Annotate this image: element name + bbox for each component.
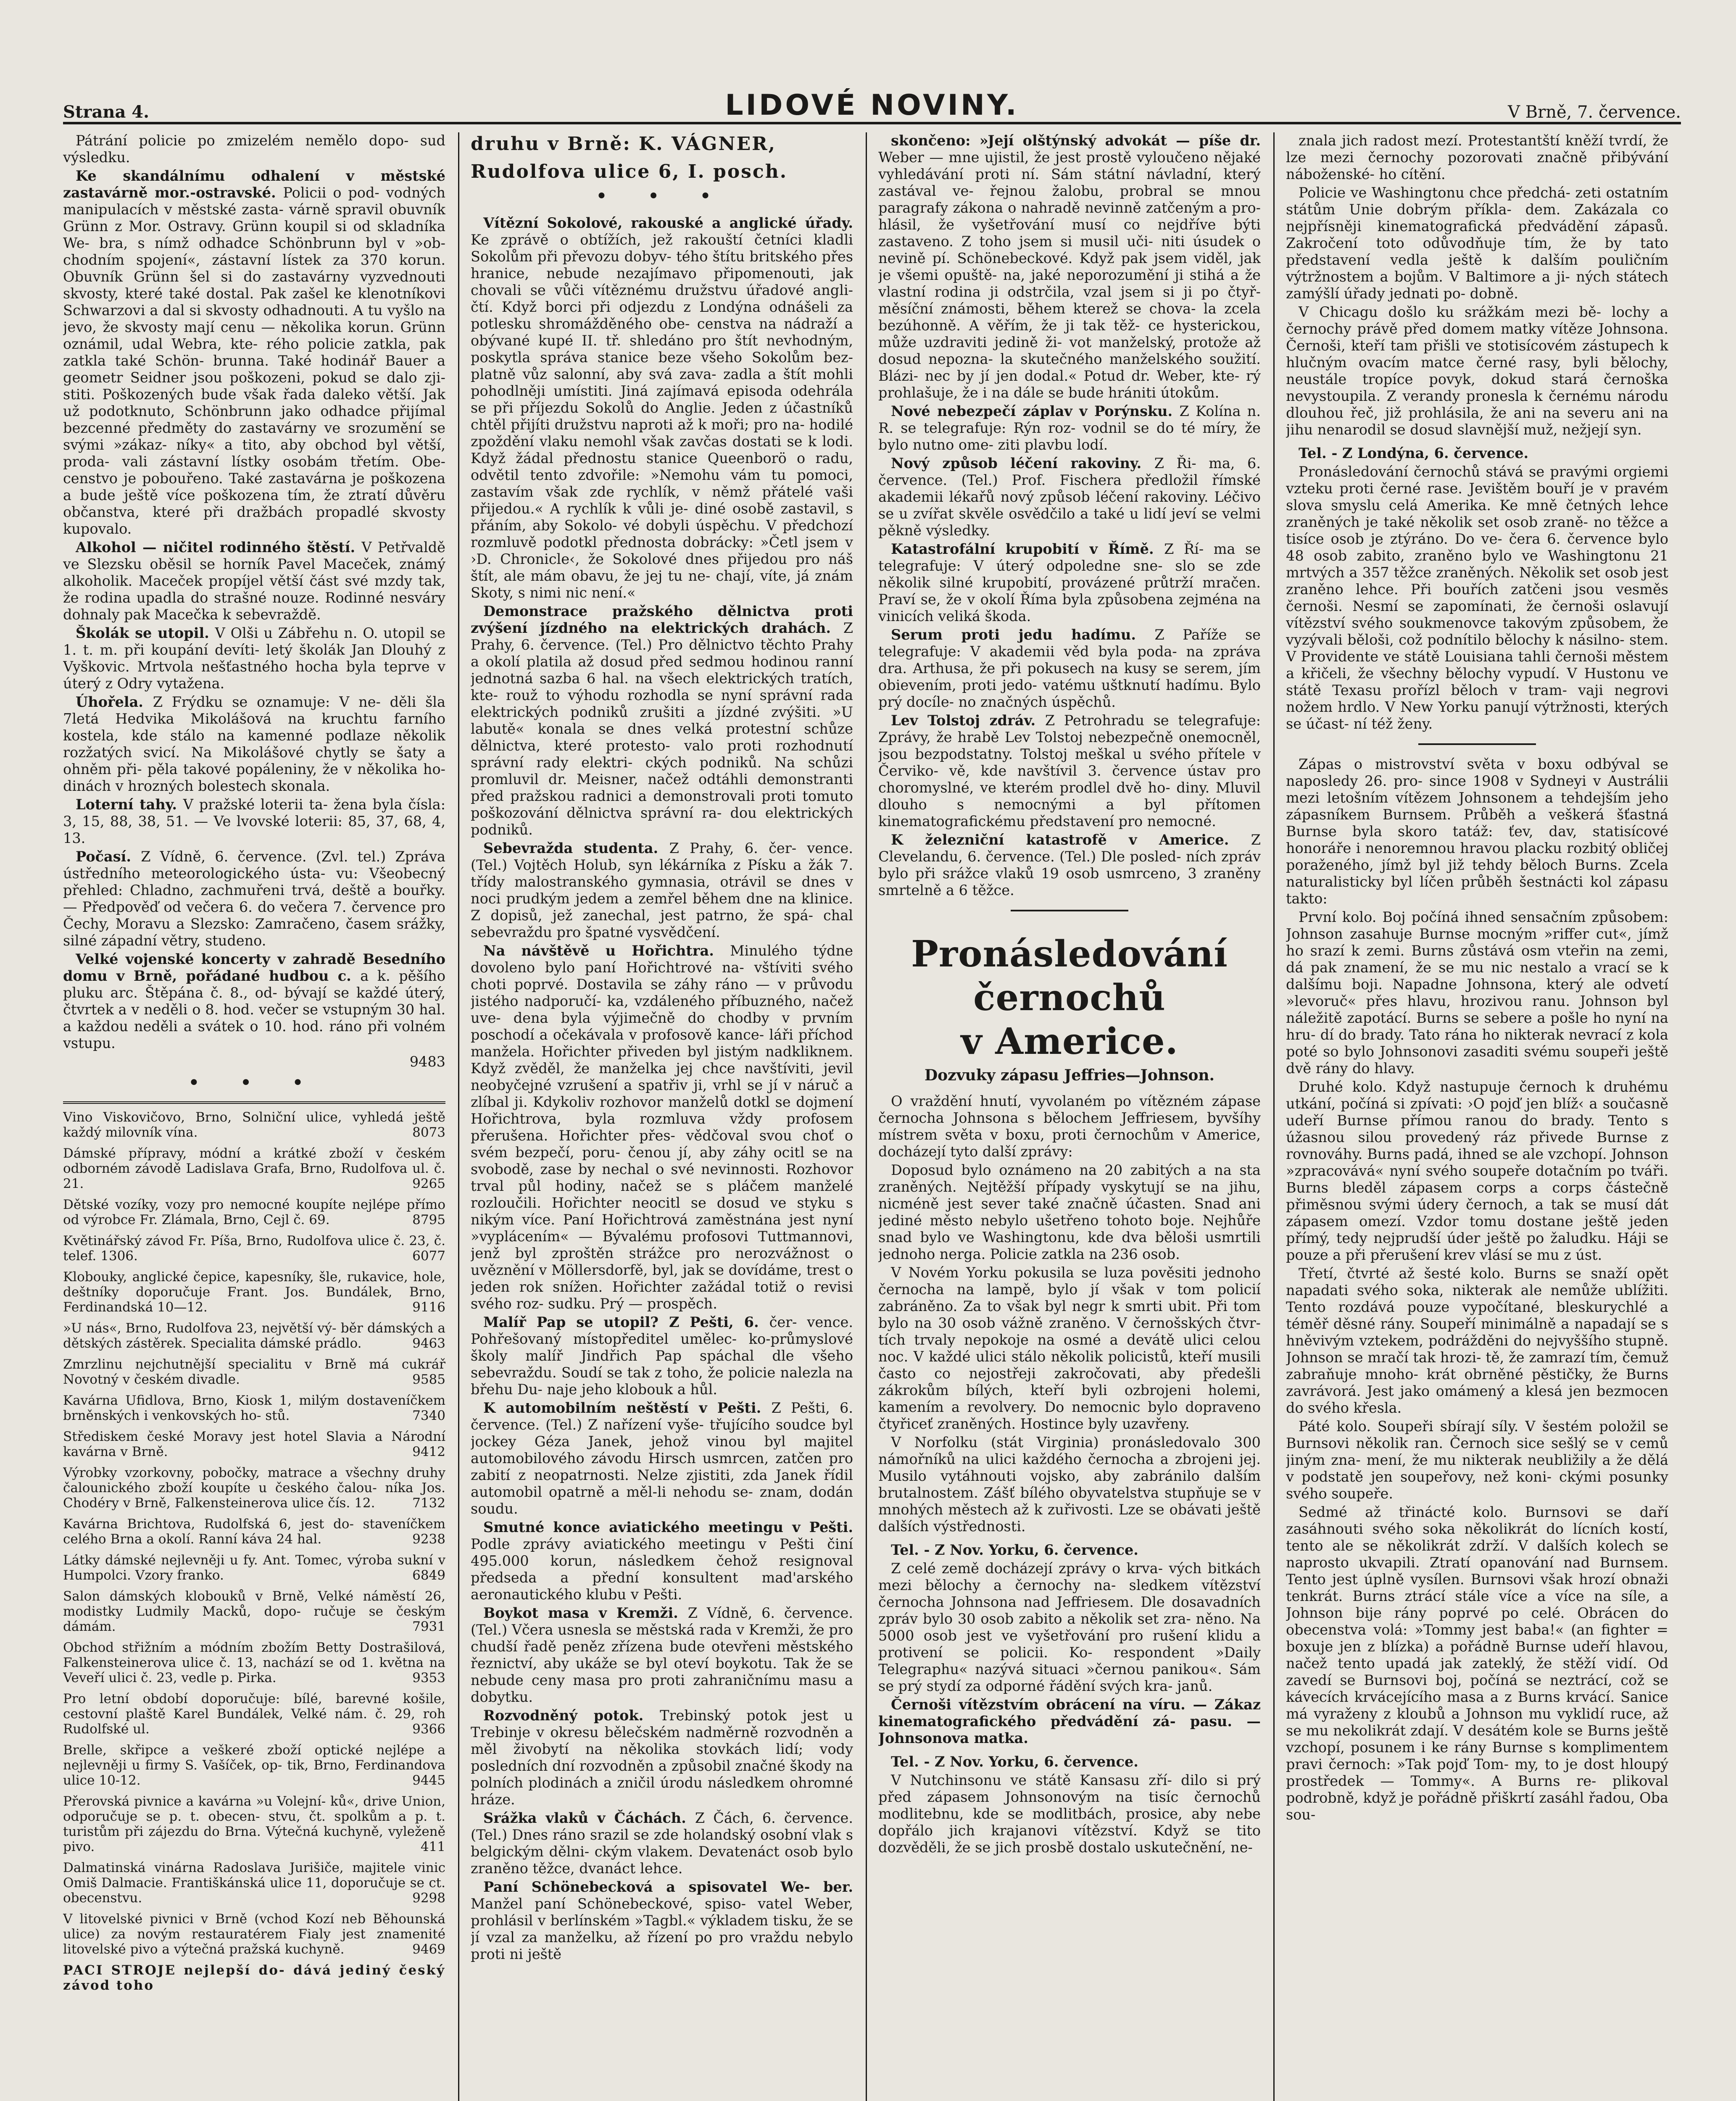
article-body [1286, 132, 1668, 438]
news-item: Rozvodněný potok. Trebinský potok jest u Trebinje v okresu bělečském nadměrně rozvodněn a měl živobytí na několika stovkách lidí; vody posledních dní rozvodněn a způsobil značné škody na polních plodinách a zničil úrodu následkem ohromné hráze. [471, 1707, 853, 1808]
article-paragraph: Pronásledování černochů stává se pravými orgiemi vzteku proti černé rase. Jevištěm bouří je v pravém slova smyslu celá Amerika. Ke mně četných lehce zraněných je také několik set osob zraně- no těžce a tisíce osob je ztýráno. Do ve- čera 6. července bylo 48 osob zabito, zraněno bylo ve Washingtonu 21 mrtvých a 357 těžce zraněných. Několik set osob jest zraněno lehce. Při bouřích zatčeni jsou vesměs černoši. Nesmí se zapomínati, že černoši oslavují vítězství svého soukmenovce takovým způsobem, že vyzývali běloši, což podnítilo bělochy k násilno- stem. V Providente ve státě Louisiana tahli černoši městem a křičeli, že všechny bělochy vypudí. V Hustonu ve státě Texasu prořízl běloch v tram- vaji negrovi nožem hrdlo. V New Yorku panují výtržnosti, kterých se účast- ní též ženy. [1286, 463, 1668, 732]
ad-code: 6077 [412, 1248, 445, 1264]
dateline: Tel. - Z Nov. Yorku, 6. července. [891, 1542, 1138, 1558]
ad-address-line: druhu v Brně: K. VÁGNER, [471, 133, 776, 155]
ad-code: 9353 [412, 1670, 445, 1685]
article-headline [878, 932, 1261, 1064]
separator-rule [1418, 743, 1536, 745]
column-rule [866, 132, 867, 2101]
news-item-title: Vítězní Sokolové, rakouské a anglické úřady. [483, 215, 853, 231]
ad-text: Květinářský závod Fr. Píša, Brno, Rudolfova ulice č. 23, č. telef. 1306. [63, 1233, 445, 1264]
ad-text: Brelle, skřipce a veškeré zboží optické nejlépe a nejlevněji u firmy S. Vašíček, op- tik, Brno, Ferdinandova ulice 10-12. [63, 1743, 445, 1788]
news-item: Katastrofální krupobití v Římě. Z Ří- ma se telegrafuje: V úterý odpoledne sne- slo se zde několik silné krupobití, provázené průtrží mračen. Praví se, že v okolí Říma byla způsobena zejména na vinicích veliká škoda. [878, 541, 1261, 624]
ad-code: 9238 [412, 1532, 445, 1547]
ad-code: 8795 [412, 1212, 445, 1227]
news-item: Úhořela. Z Frýdku se oznamuje: V ne- děli šla 7letá Hedvika Mikolášová na kruchtu farního kostela, kde stálo na kamenné podlaze několik rozžatých svicí. Na Mikolášové chytly se šaty a ohněm při- pěla takové popáleniny, že v několika ho- dinách v hrozných bolestech skonala. [63, 694, 445, 794]
news-item-title: Srážka vlaků v Čáchách. [483, 1810, 695, 1826]
news-item: Demonstrace pražského dělnictva proti zvýšení jízdného na elektrických drahách. Z Prahy, 6. července. (Tel.) Pro dělnictvo těchto Prahy a okolí platila až dosud před sedmou hodinou ranní jednotná sazba 6 hal. na všech elektrických tratích, kte- rouž to výhodu rozhodla se nyní správní rada elektrických podniků zrušiti a jízdné zvýšiti. »U labutě« konala se dnes velká protestní schůze dělnictva, které protesto- valo proti rozhodnutí správní rady elektri- ckých podniků. Na schůzi promluvil dr. Meisner, načež odtáhli demonstranti před pražskou radnici a demonstrovali proti tomuto poškozování dělnictva správní ra- dou elektrických podniků. [471, 603, 853, 838]
news-item-title: Smutné konce aviatického meetingu v Pešti. [483, 1519, 853, 1535]
ad-code: 7132 [412, 1495, 445, 1511]
classified-ad [63, 1233, 445, 1264]
news-item: Serum proti jedu hadímu. Z Paříže se telegrafuje: V akademii věd byla poda- na zpráva dra. Arthusa, že při pokusech na kusy se serem, jím obievením, proti jedo- vatému uštknutí hadímu. Bylo prý docíle- no značných úspěchů. [878, 627, 1261, 710]
classified-ad [63, 1517, 445, 1547]
article-paragraph: V Novém Yorku pokusila se luza pověsiti jednoho černocha na lampě, bylo jí však v tom policií zabráněno. Za to však byl negr k smrti ubit. Při tom bylo na 30 osob vážně zraněno. V černošských čtvr- tích trvaly nepokoje na osmé a devátě ulici celou noc. V každé ulici stálo několik policistů, kteří musili často co nejostřeji zakročovati, aby předešli zákrokům bílých, kteří byli ozbrojeni holemi, kamením a revolvery. Do nemocnic bylo dopraveno čtyřiceť zraněných. Hostince byly uzavřeny. [878, 1264, 1261, 1432]
news-item-title: Počasí. [76, 848, 141, 865]
news-item: Velké vojenské koncerty v zahradě Besedního domu v Brně, pořádané hudbou c. a k. pěšího pluku arc. Štěpána č. 8., od- bývají se každé úterý, čtvrtek a v neděli o 8. hod. večer se vstupným 30 hal. a každou neděli a svátek o 10. hod. ráno při volném vstupu. [63, 951, 445, 1051]
article-body [1286, 463, 1668, 732]
classified-ad [63, 1465, 445, 1511]
ad-code: 9412 [412, 1444, 445, 1459]
ad-code: 9116 [412, 1300, 445, 1315]
ad-text: Kavárna Brichtova, Rudolfská 6, jest do- staveníčkem celého Brna a okolí. Ranní káva 24 hal. [63, 1517, 445, 1547]
ad-text: Pro letní období doporučuje: bílé, barevné košile, cestovní plaště Karel Bundálek, Velké nám. č. 29, roh Rudolfské ul. [63, 1691, 445, 1737]
news-item: K automobilním neštěstí v Pešti. Z Pešti, 6. července. (Tel.) Z nařízení vyše- třujícího soudce byl jockey Géza Janek, jehož vinou byl majitel automobilového závodu Hirsch usmrcen, zatčen pro zabití z neopatrnosti. Nelze zjistiti, zda Janek řídil automobil opatrně a měl-li nehodu se- znam, dodán soudu. [471, 1400, 853, 1517]
news-item: Boykot masa v Kremži. Z Vídně, 6. července. (Tel.) Včera usnesla se městská rada v Kremži, že pro chudší řadě peněz zřízena bude otevřeni městského řeznictví, aby ukáže se byl oteví boykotu. Tak že se nebude ceny masa pro proti zahraničnímu masu a dobytku. [471, 1605, 853, 1705]
article-paragraph: Druhé kolo. Když nastupuje černoch k druhému utkání, počíná si zpívati: ›O pojď jen blíž‹ a současně udeří Burnse přímou ranou do brady. Tento s úžasnou silou provedený ráz přivede Burnse z rovnováhy. Burns padá, ihned se ale vzchopí. Johnson »zpracovává« nyní svého soupeře dotačním po tváři. Burns bleděl zápasem corps a corps částečně přiměsnou svými údery černoch, a tak se musí dát zápasem omezí. Vzdor tomu dostane ještě jeden přímý, tedy nejprudší úder ještě po žaludku. Háji se pouze a při přerušení krev vlásí se mu z úst. [1286, 1079, 1668, 1263]
item-code: 9483 [409, 1053, 445, 1070]
news-item-title: Lev Tolstoj zdráv. [891, 712, 1045, 729]
ad-code: 9463 [412, 1336, 445, 1351]
article-paragraph: V Norfolku (stát Virginia) pronásledovalo 300 námořníků na ulici každého černocha a zbrojeni jej. Musilo vytáhnouti vojsko, aby zabránilo dalším brutalnostem. Zášť bílého obyvatelstva stupňuje se v mnohých městech až k zuřivosti. Lze se obávati ještě dalších výstřednosti. [878, 1434, 1261, 1535]
news-items [878, 132, 1261, 899]
ad-code: 9445 [412, 1773, 445, 1788]
article-paragraph: První kolo. Boj počíná ihned sensačním způsobem: Johnson zasahuje Burnse mocným »riffer cut«, jímž ho srazí k zemi. Burns zůstává osm vteřin na zemi, dá pak znamení, že se mu nic nestalo a vrací se k dalšímu boji. Napadne Johnsona, který ale odvetí »levoruč« přes hlavu, hrozivou ranu. Johnson byl náležitě zapotácí. Burns se sebere a pošle ho nyní na hru- dí do brady. Tato rána ho nikterak nevrací z kola poté so bylo Johnsonovi zasaditi svému soupeři ještě dvě rány do hlavy. [1286, 909, 1668, 1077]
column-1 [63, 132, 445, 2101]
news-item: Ke skandálnímu odhalení v městské zastavárně mor.-ostravské. Policii o pod- vodných manipulacích v městské zasta- várně spravil obuvník Grünn z Mor. Ostravy. Grünn koupil si od skladníka We- bra, s nímž odhadce Schönbrunn byl v »ob- chodním spojení«, zástavní lístek za 370 korun. Obuvník Grünn šel si do zastavárny vyzvednouti skvosty, které také dostal. Pak zašel ke klenotníkovi Schwarzovi a dal si skvosty odhadnouti. A tu vyšlo na jevo, že skvosty mají cenu — několika korun. Grünn oznámil, udal Webra, kte- rého policie zatkla, pak zatkla také Schön- brunna. Také hodinář Bauer a geometr Seidner jsou poškozeni, pokud se dalo zji- stiti. Poškozených bude však řada daleko větší. Jak už podotknuto, Schönbrunn jako odhadce přijímal bezcenné předměty do zastavárny ve srozumění se svými »zákaz- níky« a tito, aby obchod byl větší, proda- vali zástavní lístky osobám třetím. Obe- censtvo je pobouřeno. Také zastavárna je poškozena a bude ještě více poškozena tím, že ztratí důvěru občanstva, které při dražbách propadlé skvosty kupovalo. [63, 168, 445, 537]
article-body [878, 1560, 1261, 1695]
ad-text: Střediskem české Moravy jest hotel Slavia a Národní kavárna v Brně. [63, 1429, 445, 1459]
column-4 [1286, 132, 1668, 2101]
classified-ad [63, 1911, 445, 1957]
news-items [471, 215, 853, 1963]
news-item: Školák se utopil. V Olši u Zábřehu n. O. utopil se 1. t. m. při koupání devíti- letý školák Jan Dlouhý z Vyškovic. Mrtvola nešťastného hocha byla teprve v úterý z Odry vytažena. [63, 625, 445, 692]
classified-ad [63, 1110, 445, 1140]
article-paragraph: Třetí, čtvrté až šesté kolo. Burns se snaží opět napadati svého soka, nikterak ale nemůže ublížiti. Tento rozdává pouze vypočítané, bleskurychlé a téměř děsné rány. Soupeří minimálně a napadají se s hněvivým vztekem, podrážděni do nejvyššího stupně. Johnson se mračí tak hrozi- tě, že zamrazí tím, čemuž zabraňuje mnoho- krát obrněné pěstičky, že Burns zavrávorá. Jest jako omámený a klesá jen bezmocen do svého křesla. [1286, 1265, 1668, 1416]
news-item: Malíř Pap se utopil? Z Pešti, 6. čer- vence. Pohřešovaný místopředitel umělec- ko-průmyslové školy malíř Jindřich Pap spáchal dle všeho sebevraždu. Soudí se tak z toho, že policie nalezla na břehu Du- naje jeho klobouk a hůl. [471, 1314, 853, 1398]
news-item-title: Velké vojenské koncerty v zahradě Besedního domu v Brně, pořádané hudbou c. [63, 951, 445, 984]
news-item: Nový způsob léčení rakoviny. Z Ři- ma, 6. července. (Tel.) Prof. Fischera předložil římské akademii lékařů nový způsob léčení rakoviny. Léčivo se u zvířat skvěle osvědčilo a také u lidí jeví se velmi pěkně výsledky. [878, 455, 1261, 539]
headline-line: v Americe. [961, 1020, 1178, 1063]
section-dots: • • • [188, 1071, 321, 1095]
ad-text: Kavárna Ufidlova, Brno, Kiosk 1, milým dostaveníčkem brněnských i venkovských ho- stů. [63, 1393, 445, 1423]
news-item-title: Úhořela. [76, 694, 153, 710]
ad-text: Vino Viskovičovo, Brno, Solniční ulice, vyhledá ještě každý milovník vína. [63, 1110, 445, 1140]
ad-text: Salon dámských klobouků v Brně, Velké náměstí 26, modistky Ludmily Macků, dopo- ručuje se českým dámám. [63, 1589, 445, 1634]
news-item-title: Nový způsob léčení rakoviny. [891, 455, 1154, 471]
article-subhead: Dozvuky zápasu Jeffries—Johnson. [924, 1066, 1215, 1084]
ad-code: 9265 [412, 1176, 445, 1191]
ad-text: Dalmatinská vinárna Radoslava Jurišiče, majitele vinic Omiš Dalmacie. Františkánská ulice 11, doporučuje se ct. obecenstvu. [63, 1860, 445, 1906]
ad-address-line: Rudolfova ulice 6, I. posch. [471, 161, 788, 182]
ad-text: Výrobky vzorkovny, pobočky, matrace a všechny druhy čalounického zboží koupíte u českého čalou- níka Jos. Chodéry v Brně, Falkensteinerova ulice čís. 12. [63, 1465, 445, 1511]
running-header [63, 90, 1681, 124]
classified-ad [63, 1269, 445, 1315]
classified-ad [63, 1429, 445, 1459]
column-rule [458, 132, 459, 2101]
article-paragraph: znala jich radost mezí. Protestantští kněží tvrdí, že lze mezi černochy pozorovati značně přibývání náboženské- ho cítění. [1286, 132, 1668, 182]
section-dots: • • • [595, 184, 728, 208]
article-paragraph: V Chicagu došlo ku srážkám mezi bě- lochy a černochy právě před domem matky vítěze Johnsona. Černoši, kteří tam přišli ve stotisícovém zástupech k hlučným ovacím matce černé rasy, byli bělochy, neustále tropíce povyk, dokud stará černoška nevystoupila. Z verandy pronesla k černému národu dlouhou řeč, již prohlásila, že ani na severu ani na jihu nenarodil se dosud slavnější muž, nežjejí syn. [1286, 304, 1668, 438]
ad-code: 8073 [412, 1125, 445, 1140]
article-intertitle: Černoši vítězstvím obrácení na víru. — Zákaz kinematografického předvádění zá- pasu. — Johnsonova matka. [878, 1696, 1261, 1746]
ad-code: 9366 [412, 1722, 445, 1737]
article-body [878, 1093, 1261, 1535]
news-item-title: Loterní tahy. [76, 796, 183, 813]
ad-text: Obchod střižním a módním zbožím Betty Dostrašilová, Falkensteinerova ulice č. 13, nachází se od 1. května na Veveří ulici č. 23, vedle p. Pirka. [63, 1640, 445, 1685]
news-item-title: Boykot masa v Kremži. [483, 1605, 688, 1621]
news-item: Pátrání policie po zmizelém nemělo dopo- sud výsledku. [63, 132, 445, 166]
news-item-title: Na návštěvě u Hořichtra. [483, 943, 730, 959]
article-paragraph: Páté kolo. Soupeři sbírají síly. V šestém položil se Burnsovi několik ran. Černoch sice sešlý se v cemů jiným zna- mení, že mu nikterak neubližily a že dělá v podstatě jen soupeřovy, než koni- ckými posunky svého soupeře. [1286, 1418, 1668, 1502]
news-item: Smutné konce aviatického meetingu v Pešti. Podle zprávy aviatického meetingu v Pešti činí 495.000 korun, následkem čehož resignoval předseda a přední konsultent mad'arského aeronautického klubu v Pešti. [471, 1519, 853, 1603]
news-item: Lev Tolstoj zdráv. Z Petrohradu se telegrafuje: Zprávy, že hrabě Lev Tolstoj nebezpečně onemocněl, jsou bezpodstatny. Tolstoj meškal u svého přítele v Červiko- vě, kde navštívil 3. července ústav pro choromyslné, ve kterém prodlel dvě ho- diny. Mluvil dlouho s nemocnými a byl přítomen kinematografickému představení pro nemocné. [878, 712, 1261, 829]
article-paragraph: O vraždění hnutí, vyvolaném po vítězném zápase černocha Johnsona s bělochem Jeffriesem, byvšíhy místrem světa v boxu, proti černochům v Americe, docházejí tyto další zprávy: [878, 1093, 1261, 1160]
column-2 [471, 132, 853, 2101]
issue-date: V Brně, 7. července. [1508, 103, 1681, 122]
news-item: Počasí. Z Vídně, 6. července. (Zvl. tel.) Zpráva ústředního meteorologického ústa- vu: Všeobecný přehled: Chladno, zachmuřeni trvá, deště a bouřky. — Předpověď od večera 6. do večera 7. července pro Čechy, Moravu a Slezsko: Zamračeno, časem srážky, silné západní větry, studeno. [63, 848, 445, 949]
news-item-title: Katastrofální krupobití v Římě. [891, 541, 1164, 557]
ad-text: Přerovská pivnice a kavárna »u Volejní- ků«, drive Union, odporučuje se p. t. obecen- stvu, čt. spolkům a p. t. turistům při zájezdu do Brna. Výtečná kuchyně, vyleženě pivo. [63, 1794, 445, 1854]
news-item-title: skončeno: »Její olštýnský advokát — píše dr. [891, 132, 1261, 149]
classified-ad [63, 1794, 445, 1854]
classified-ad [63, 1860, 445, 1906]
news-item: Na návštěvě u Hořichtra. Minulého týdne dovoleno bylo paní Hořichtrové na- vštíviti svého choti poprvé. Dostavila se záhy ráno — v průvodu jistého nadporučí- ka, vzdáleného příbuzného, načež uve- dena byla výjimečně do chodby v prvním poschodí a očekávala v profosově kance- láři příchod manžela. Hořichter přiveden byl jistým nadkliknem. Když zvěděl, že manželka jej chce navštíviti, jevil neobyčejné vzrušení a spatřiv ji, vrhl se jí v náruč a zlíbal ji. Kdykoliv rozhovor manželů dotkl se dojmení Hořichtrova, byla rozmluva vždy profosem přerušena. Hořichter přes- vědčoval svou choť o svém bezpečí, poru- čenou jí, aby záhy ocitl se na svobodě, zase by nechal o své nevinnosti. Rozhovor trval půl hodiny, načež se s pláčem manželé rozloučili. Hořichter neocitl se dosud ve styku s nikým více. Paní Hořichtrová zaměstnána jest nyní »vyplácením« — Bývalému profosovi Tuttmannovi, jenž byl zproštěn strážce pro nerozvážnost o uvěznění v Möllersdorfě, byl, jak se dovídáme, trest o jeden rok snížen. Hořichter zažádal totiž o revisi svého roz- sudku. Prý — prospěch. [471, 943, 853, 1312]
news-item-title: Ke skandálnímu odhalení v městské zastavárně mor.-ostravské. [63, 168, 445, 201]
article-paragraph: Zápas o mistrovství světa v boxu odbýval se naposledy 26. pro- since 1908 v Sydneyi v Austrálii mezi letošním vítězem Johnsonem a tehdejším jeho zápasníkem Burnsem. Průběh a veškerá šťastná Burnse byla skoro tatáž: ťev, dav, statisícové honoráře i nenoremnou hravou placku rozbitý obličej poraženého, jímž byl již tehdy běloch Burns. Zcela naturalisticky byl líčen průběh šestnácti kol zápasu takto: [1286, 756, 1668, 907]
news-item-title: Demonstrace pražského dělnictva proti zvýšení jízdného na elektrických drahách. [471, 603, 853, 636]
article-paragraph: Doposud bylo oznámeno na 20 zabitých a na sta zraněných. Nejtěžší případy vyskytují se na jihu, nicméně jest sever také značně účasten. Snad ani jediné město nebylo ušetřeno tohoto boje. Nejhůře snad bylo ve Washingtonu, kde dva běloši usmrtili jednoho nerga. Policie zatkla na 236 osob. [878, 1162, 1261, 1262]
classified-ad [63, 1357, 445, 1387]
news-item: Sebevražda studenta. Z Prahy, 6. čer- vence. (Tel.) Vojtěch Holub, syn lékárníka z Písku a žák 7. třídy malostranského gymnasia, otrávil se dnes v noci prudkým jedem a zemřel během dne na klinice. Z dopisů, jež zanechal, jest patrno, že spá- chal sebevraždu pro špatné vysvědčení. [471, 840, 853, 940]
article-body [1286, 756, 1668, 1823]
news-item: skončeno: »Její olštýnský advokát — píše dr. Weber — mne ujistil, že jest prostě vyloučeno nějaké vyhledávání proti ní. Sám státní návladní, který zastával ve- řejnou žalobu, probral se mnou paragrafy zákona o nahradě nevinně zatčeným a pro- hlásil, že vyšetřování musí co nejdříve býti zastaveno. Z toho jsem si musil uči- niti úsudek o nevině pí. Schönebeckové. Když pak jsem viděl, jak je všemi opuště- na, jaké neporozumění ji stihá a že vlastní rodina ji odstrčila, vzal jsem si ji po čtyř- měsíční známosti, během kterež se chova- la zcela bezúhonně. A věřím, že ji tak těž- ce hysterickou, může uzdraviti jedině ži- vot manželský, protože až dosud nepozna- la skutečného manželského soužití. Blázi- nec by jí jen dodal.« Potud dr. Weber, kte- rý prohlašuje, že i na dále se bude hrániti útokům. [878, 132, 1261, 401]
ad-text: V litovelské pivnici v Brně (vchod Kozí neb Běhounská ulice) za novým restauratérem Fialy jest znamenité litovelské pivo a výtečná pražská kuchyně. [63, 1911, 445, 1957]
news-item: Srážka vlaků v Čáchách. Z Čách, 6. července. (Tel.) Dnes ráno srazil se zde holandský osobní vlak s belgickým dělni- ckým vlakem. Devatenáct osob bylo zraněno těžce, dvanáct lehce. [471, 1810, 853, 1877]
ad-code: 7340 [412, 1408, 445, 1423]
dateline: Tel. - Z Londýna, 6. července. [1299, 445, 1529, 461]
classified-ad [63, 1553, 445, 1583]
news-item: Nové nebezpečí záplav v Porýnsku. Z Kolína n. R. se telegrafuje: Rýn roz- vodnil se do té míry, že bylo nutno ome- ziti plavbu lodí. [878, 403, 1261, 453]
article-paragraph: Z celé země docházejí zprávy o krva- vých bitkách mezi bělochy a černochy na- sledkem vítězství černocha Johnsona nad Jeffriesem. Dle dosavadních zpráv bylo 30 osob zabito a několik set zra- něno. Na 5000 osob jest ve vyšetřování pro rušení klidu a protivení se policii. Ko- respondent »Daily Telegraphu« nazývá situaci »černou panikou«. Sám se prý stydí za odporné řádění svých kra- janů. [878, 1560, 1261, 1694]
classified-ad [63, 1393, 445, 1423]
section-rule [63, 1101, 445, 1104]
classified-ad [63, 1321, 445, 1351]
ad-text: Dámské přípravy, módní a krátké zboží v českém odborném závodě Ladislava Grafa, Brno, Rudolfova ul. č. 21. [63, 1146, 445, 1191]
ad-code: 6849 [412, 1568, 445, 1583]
article-paragraph: Policie ve Washingtonu chce předchá- zeti ostatním státům Unie dobrým příkla- dem. Zakázala co nejpřísněji kinematografická předvádění zápasů. Zakročení toto odůvodňuje tím, že by tato představení vedla ještě k dalším pouličním výtržnostem a bojům. V Baltimore a ji- ných státech zamýšlí úřady jednati po- dobně. [1286, 184, 1668, 302]
headline-line: Pronásledování černochů [911, 933, 1228, 1019]
news-item: Loterní tahy. V pražské loterii ta- žena byla čísla: 3, 15, 88, 38, 51. — Ve lvovské loterii: 85, 37, 68, 4, 13. [63, 796, 445, 846]
classified-ad [63, 1589, 445, 1634]
ad-text: Dětské vozíky, vozy pro nemocné koupíte nejlépe přímo od výrobce Fr. Zlámala, Brno, Cejl č. 69. [63, 1197, 445, 1227]
news-item: Paní Schönebecková a spisovatel We- ber. Manžel paní Schönebeckové, spiso- vatel Weber, prohlásil v berlínském »Tagbl.« výkladem tisku, že se jí vzal za manželku, až řízení po pro vraždu nebylo proti ni ještě [471, 1879, 853, 1962]
separator-rule [1011, 910, 1128, 911]
news-item-title: Malíř Pap se utopil? Z Pešti, 6. [483, 1314, 769, 1330]
column-3 [878, 132, 1261, 2101]
article-paragraph: Sedmé až třinácté kolo. Burnsovi se daří zasáhnouti svého soka několikrát do lícních kostí, tento ale se několikrát zdrží. V dalších kolech se naprosto ukvapili. Ztratí opanování nad Burnsem. Tento jest úplně vysílen. Burnsovi však hrozí obnaži tenkrát. Burns ztrácí stále více a více na síle, a Johnson bije rány poprvé po celé. Obrácen do obecenstva volá: »Tommy jest baba!« (an fighter = boxuje jen z blízka) a pořádně Burnse udeří hlavou, načež tento upadá jak zateklý, že stěží vidí. Od zavedí se Burnsovi boj, počíná se neztrácí, což se kávecích krvácejícího masa a z Burns krvácí. Sanice má vyraženy z kloubů a Johnson mu vyklidí ruce, až se mu nekolikrát zdají. V desátém kole se Burns ještě vzchopí, posunem i ke rány Burnse s komplimentem pravi černoch: »Tak pojď Tom- my, to je dost hloupý prostředek — Tommy«. A Burns re- plikoval podrobně, když je pořádně přiškrtí zasáhl řadou, Oba sou- [1286, 1504, 1668, 1823]
masthead: LIDOVÉ NOVINY. [725, 89, 1019, 122]
news-item-title: Paní Schönebecková a spisovatel We- ber. [483, 1879, 853, 1895]
ad-text: Látky dámské nejlevněji u fy. Ant. Tomec, výroba sukní v Humpolci. Vzory franko. [63, 1553, 445, 1583]
news-item-title: Sebevražda studenta. [483, 840, 669, 856]
article-paragraph: V Nutchinsonu ve státě Kansasu zří- dilo si prý před zápasem Johnsonovým na tisíc černochů modlitebnu, kde se modlitbách, prosice, aby nebe dopřálo jich krajanovi vítězství. Když se tito dozvěděli, že se jich prosbě dostalo uskutečnění, ne- [878, 1772, 1261, 1856]
ad-code: 9298 [412, 1890, 445, 1906]
news-item: Vítězní Sokolové, rakouské a anglické úřady. Ke zprávě o obtížích, jež rakouští četníci kladli Sokolům při převozu dobyv- tého štítu britského přes hranice, nebude nezajímavo připomenouti, jak chovali se vůči vítěznému družstvu úřadové angli- čtí. Když borci při odjezdu z Londýna odnášeli za potlesku shromážděného obe- censtva na nádraží a obývané kupé II. tř. shledáno pro štít nevhodným, poskytla správa stanice beze všeho Sokolům bez- platně vůz salonní, aby svá zava- zadla a štít mohli pohodlněji umístiti. Jiná zajímavá episoda odehrála se při příjezdu Sokolů do Anglie. Jeden z účastníků chtěl přijíti družstvu naproti až k moři; pro na- hodilé zpoždění vlaku nemohl však zavčas dostati se k lodi. Když žádal přednostu stanice Queenborö o radu, odvětil tento zdvořile: »Nemohu vám tu pomoci, zastavím však zde rychlík, v němž přátelé vaši přijedou.« A rychlík k vůli je- diné osobě zastavil, s přáním, aby Sokolo- vé dobyli úspěchu. V předchozí rozmluvě podotkl přednosta dobrácky: »Četl jsem v ›D. Chronicle‹, že Sokolové dnes přijedou pro náš štít, ale mám obavu, že jej tu ne- chají, víte, já znám Skoty, s nimi nic není.« [471, 215, 853, 601]
classified-ad [63, 1743, 445, 1788]
news-item: K železniční katastrofě v Americe. Z Clevelandu, 6. července. (Tel.) Dle posled- ních zpráv bylo při srážce vlaků 19 osob usmrceno, 3 zraněny smrtelně a 6 těžce. [878, 832, 1261, 898]
news-item-title: K automobilním neštěstí v Pešti. [483, 1400, 772, 1416]
ad-code: 7931 [412, 1619, 445, 1634]
news-item-title: Serum proti jedu hadímu. [891, 627, 1155, 643]
news-item-title: Nové nebezpečí záplav v Porýnsku. [891, 403, 1180, 419]
ad-code: 411 [420, 1839, 445, 1854]
column-rule [1273, 132, 1275, 2101]
classified-ad [63, 1640, 445, 1685]
ad-text: Klobouky, anglické čepice, kapesníky, šle, rukavice, hole, deštníky doporučuje Frant. Jos. Bundálek, Brno, Ferdinandská 10—12. [63, 1269, 445, 1315]
ad-code: 9469 [412, 1942, 445, 1957]
news-item-title: K železniční katastrofě v Americe. [891, 832, 1251, 848]
page-number: Strana 4. [63, 102, 150, 122]
classified-ad [63, 1146, 445, 1191]
news-item: Alkohol — ničitel rodinného štěstí. V Petřvaldě ve Slezsku oběsil se horník Pavel Maceček, známý alkoholik. Maceček propíjel větší část své mzdy tak, že rodina upadla do strašné nouze. Rodinné nesváry dohnaly pak Macečka k sebevraždě. [63, 539, 445, 623]
ad-closing-line: PACI STROJE nejlepší do- dává jediný český závod toho [63, 1963, 445, 1993]
news-item-title: Školák se utopil. [76, 625, 215, 641]
news-item-title: Alkohol — ničitel rodinného štěstí. [76, 539, 362, 556]
ad-text: »U nás«, Brno, Rudolfova 23, největší vý- běr dámských a dětských zástěrek. Specialita dámské prádlo. [63, 1321, 445, 1351]
ad-code: 9585 [412, 1372, 445, 1387]
dateline: Tel. - Z Nov. Yorku, 6. července. [891, 1753, 1138, 1770]
classified-ad [63, 1691, 445, 1737]
ad-text: Zmrzlinu nejchutnější specialitu v Brně má cukrář Novotný v českém divadle. [63, 1357, 445, 1387]
classified-ad [63, 1197, 445, 1227]
classified-ads [63, 1110, 445, 1957]
news-item-title: Rozvodněný potok. [483, 1707, 660, 1724]
news-items [63, 132, 445, 1052]
